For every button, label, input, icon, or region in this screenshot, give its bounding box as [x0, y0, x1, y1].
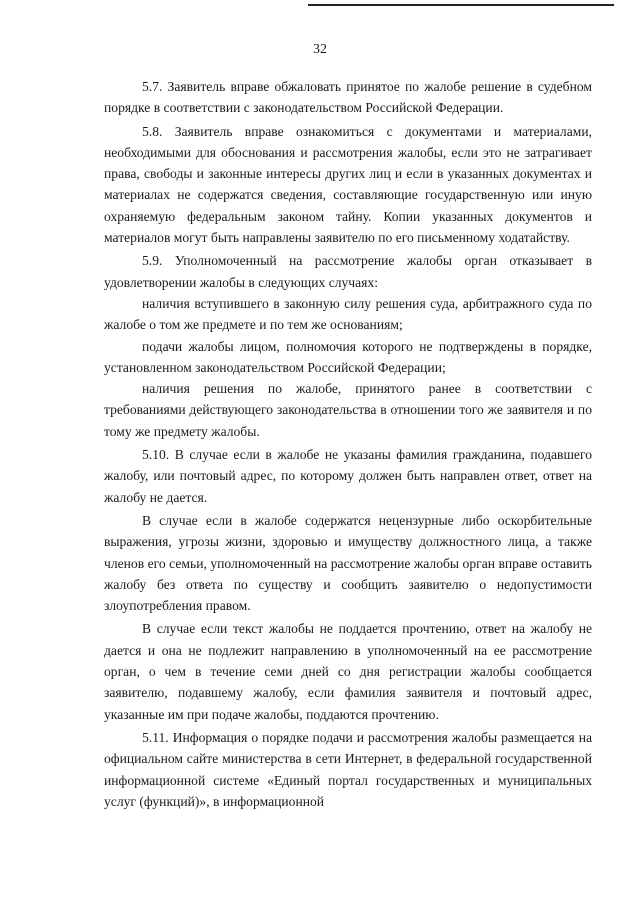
paragraph-unreadable-text: В случае если текст жалобы не поддается прочтению, ответ на жалобу не дается и она не подлежит направлению в уполномоченный на ее рассмотрение орган, о чем в течение семи дней со дня регистрации жалобы сообщается заявителю, подавшему жалобу, если фамилия заявителя и почтовый адрес, указанные им при подаче жалобы, поддаются прочтению.: [104, 621, 592, 722]
paragraph-5-9-item-3: наличия решения по жалобе, принятого ранее в соответствии с требованиями действующего законодательства в отношении того же заявителя и по тому же предмету жалобы.: [104, 381, 592, 439]
paragraph-5-8: 5.8. Заявитель вправе ознакомиться с документами и материалами, необходимыми для обоснования и рассмотрения жалобы, если это не затрагивает права, свободы и законные интересы других лиц и если в указанных документах и материалах не содержатся сведения, составляющие государственную или иную охраняемую федеральным законом тайну. Копии указанных документов и материалов могут быть направлены заявителю по его письменному ходатайству.: [104, 123, 592, 246]
paragraph-5-9-item-2: подачи жалобы лицом, полномочия которого не подтверждены в порядке, установленном законодательством Российской Федерации;: [104, 338, 592, 375]
paragraph-5-11: 5.11. Информация о порядке подачи и рассмотрения жалобы размещается на официальном сайте министерства в сети Интернет, в федеральной государственной информационной системе «Единый портал государственных и муниципальных услуг (функций)», в информационной: [104, 729, 592, 809]
paragraph-5-7: 5.7. Заявитель вправе обжаловать принятое по жалобе решение в судебном порядке в соответствии с законодательством Российской Федерации.: [104, 79, 592, 116]
top-rule: [308, 4, 614, 6]
paragraph-5-9: 5.9. Уполномоченный на рассмотрение жалобы орган отказывает в удовлетворении жалобы в следующих случаях:: [104, 253, 592, 290]
paragraph-offensive-content: В случае если в жалобе содержатся нецензурные либо оскорбительные выражения, угрозы жизни, здоровью и имуществу должностного лица, а также членов его семьи, уполномоченный на рассмотрение жалобы орган вправе оставить жалобу без ответа по существу и сообщить заявителю о недопустимости злоупотребления правом.: [104, 512, 592, 614]
page-number: 32: [313, 42, 327, 57]
paragraph-5-9-item-1: наличия вступившего в законную силу решения суда, арбитражного суда по жалобе о том же предмете и по тем же основаниям;: [104, 295, 592, 333]
document-body: [104, 76, 592, 812]
paragraph-5-10: 5.10. В случае если в жалобе не указаны фамилия гражданина, подавшего жалобу, или почтовый адрес, по которому должен быть направлен ответ, ответ на жалобу не дается.: [104, 447, 592, 505]
